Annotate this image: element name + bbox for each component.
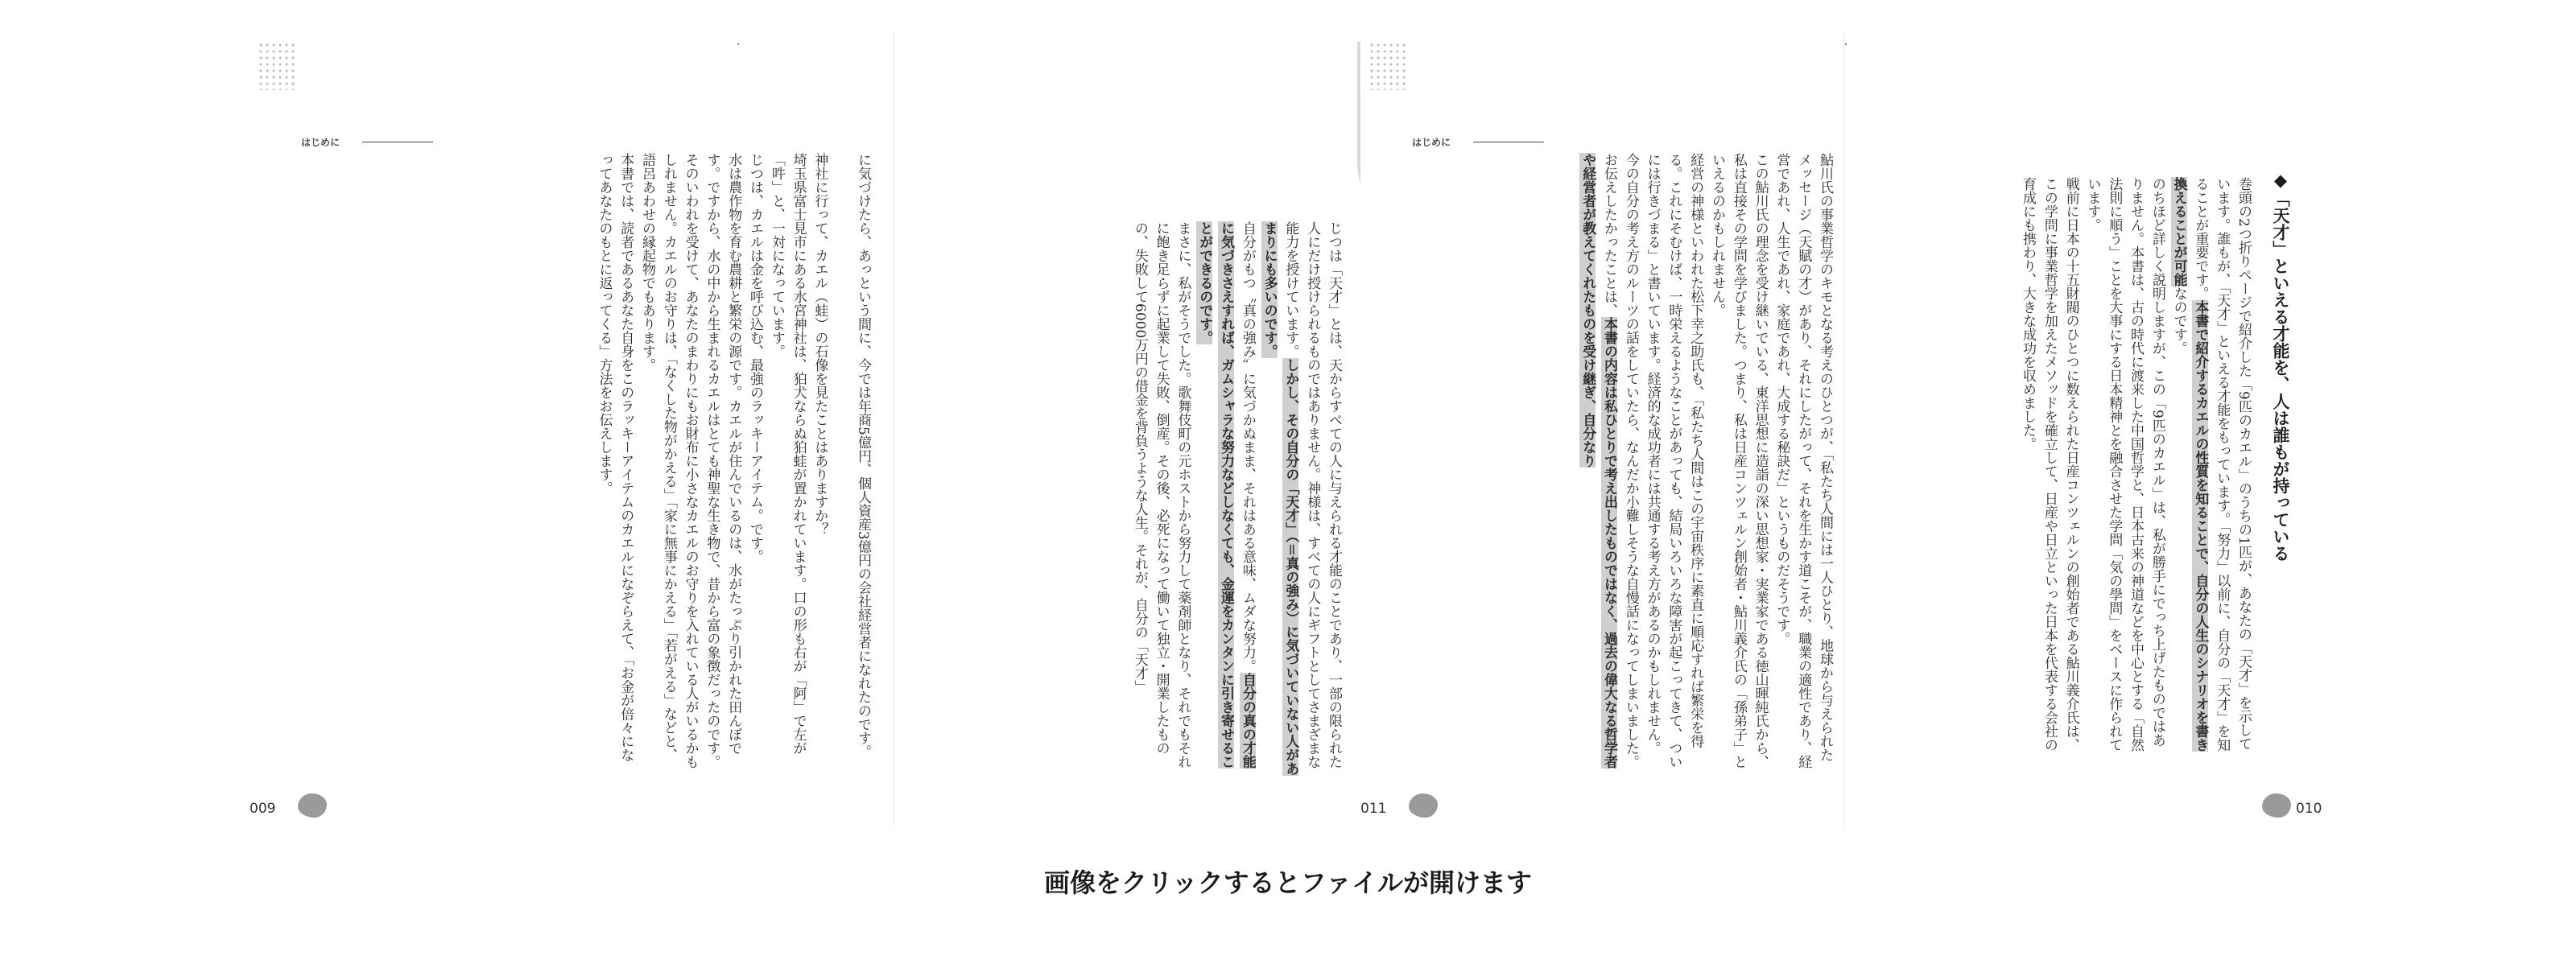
highlighted-text: 本書で紹介するカエルの性質を知ることで、自分の人生のシナリオを書き換えることが可能: [2170, 177, 2209, 752]
page-number: 009: [250, 801, 276, 817]
page-010-body: [1876, 177, 2254, 756]
folio-ink-blob: [1409, 793, 1438, 818]
folio-ink-blob: [298, 793, 327, 818]
running-head: はじめに: [1412, 137, 1451, 148]
page-009: [250, 32, 894, 829]
highlighted-text: しかし、その自分の「天才」（＝真の強み）に気づいていない人があまりにも多いのです。: [1261, 221, 1299, 776]
body-text: 鮎川氏の事業哲学のキモとなる考えのひとつが、「私たち人間には一人ひとり、地球から与えられたメッセージ（天賦の才）があり、それにしたがって、それを生かす道こそが、職業の適性であり、経営であれ、人生であれ、家庭であれ、大成する秘訣だ」というものだそうです。 この鮎川氏の理念を受け継いでいる、東洋思想に造詣の深い思想家・実業家である徳山暉純氏から、私は直接その学問を学びました。つまり、私は日産コンツェルン創始者・鮎川義介氏の「孫弟子」といえるのかもしれません。 経営の神様といわれた松下幸之助氏も、「私たち人間はこの宇宙秩序に素直に順応すれば繁栄を得る。これにそむけば、一時栄えるようなことがあっても、結局いろいろな障害が起こってきて、ついには行きづまる」と書いています。経済的な成功者には共通する考え方があるのかもしれません。 今の自分の考え方のルーツの話をしていたら、なんだか小難しそうな自慢話になってしまいました。お伝えしたかったことは、: [1601, 153, 1833, 769]
crop-mark: [1845, 43, 1847, 45]
page-009-body: に気づけたら、あっという間に、今では年商5億円、個人資産3億円の会社経営者になれたのです。 神社に行って、カエル（蛙）の石像を見たことはありますか？ 埼玉県富士見市にある水宮神社は、狛犬ならぬ狛蛙が置かれています。口の形も右が「阿」で左が「吽」と、一対になっています。 じつは、カエルは金を呼び込む、最強のラッキーアイテム。です。 水は農作物を育む農耕と繁栄の源です。カエルが住んでいるのは、水がたっぷり引かれた田んぼです。ですから、水の中から生まれるカエルはとても神聖な生き物で、昔から富の象徴だったのです。 そのいわれを受けて、あなたのまわりにもお財布に小さなカエルのお守りを入れている人がいるかもしれません。カエルのお守りは、「なくした物がかえる」「家に無事にかえる」「若がえる」などと、語呂あわせの縁起物でもあります。 本書では、読者であるあなた自身をこのラッキーアイテムのカエルになぞらえて、「お金が倍々になってあなたのもとに返ってくる」方法をお伝えします。: [596, 153, 871, 769]
body-text: なのです。 のちほど詳しく説明しますが、この「9匹のカエル」は、私が勝手にでっち上げたものではありません。本書は、古の時代に渡来した中国哲学と、日本古来の神道などを中心とする「自然法則に順う」ことを大事にする日本精神とを融合させた学問「気の學問」をベースに作られています。 戦前に日本の十五財閥のひとつに数えられた日産コンツェルンの創始者である鮎川義介氏は、この学問に事業哲学を加えたメソッドを確立して、日産や日立といった日本を代表する会社の育成にも携わり、大きな成功を収めました。: [2020, 177, 2187, 752]
crop-mark: [737, 43, 739, 45]
section-heading: ◆「天才」といえる才能を、人は誰もが持っている: [2271, 171, 2290, 562]
dot-pattern-decoration: [258, 42, 295, 90]
page-008-body: [894, 221, 1344, 777]
folio-ink-blob: [2262, 793, 2291, 818]
page-011: [1360, 32, 1843, 829]
body-text: じつは「天才」とは、天からすべての人に与えられる才能のことであり、一部の限られた人にだけ授けられるものではありません。神様は、すべての人にギフトとしてさまざまな能力を授けています。: [1282, 221, 1342, 769]
dot-pattern-decoration: [1368, 42, 1406, 90]
right-spread-pages[interactable]: [1360, 32, 2326, 829]
body-text: 巻頭の2つ折りページで紹介した「9匹のカエル」のうちの1匹が、あなたの「天才」を示しています。誰もが、「天才」といえる才能をもっています。「努力」以前に、自分の「天才」を知ることが重要です。: [2192, 177, 2252, 752]
body-text: まさに、私がそうでした。歌舞伎町の元ホストから努力して薬剤師となり、それでもそれに飽き足らずに起業して失敗、倒産。その後、必死になって働いて独立・開業したものの、失敗して6000万円の借金を背負うような人生。それが、自分の「天才」: [1131, 221, 1191, 769]
page-number: 011: [1360, 801, 1387, 817]
running-head: はじめに: [301, 137, 341, 148]
page-010: [1843, 32, 2326, 829]
highlighted-text: 本書の内容は私ひとりで考え出したものではなく、過去の偉大なる哲学者や経営者が教えてくれたものを受け継ぎ、自分なり: [1579, 153, 1618, 769]
highlighted-text: 自分の真の才能に気づきさえすれば、ガムシャラな努力などしなくても、金運をカンタンに引き寄せることができるのです。: [1196, 221, 1256, 769]
body-text: 自分がもつ〝真の強み〟に気づかぬまま、それはある意味、ムダな努力。: [1239, 221, 1256, 673]
open-file-caption[interactable]: 画像をクリックするとファイルが開けます: [1043, 867, 1533, 898]
left-spread[interactable]: [250, 32, 1538, 829]
page-number: 010: [2296, 801, 2322, 817]
page-011-body: [1377, 153, 1835, 773]
